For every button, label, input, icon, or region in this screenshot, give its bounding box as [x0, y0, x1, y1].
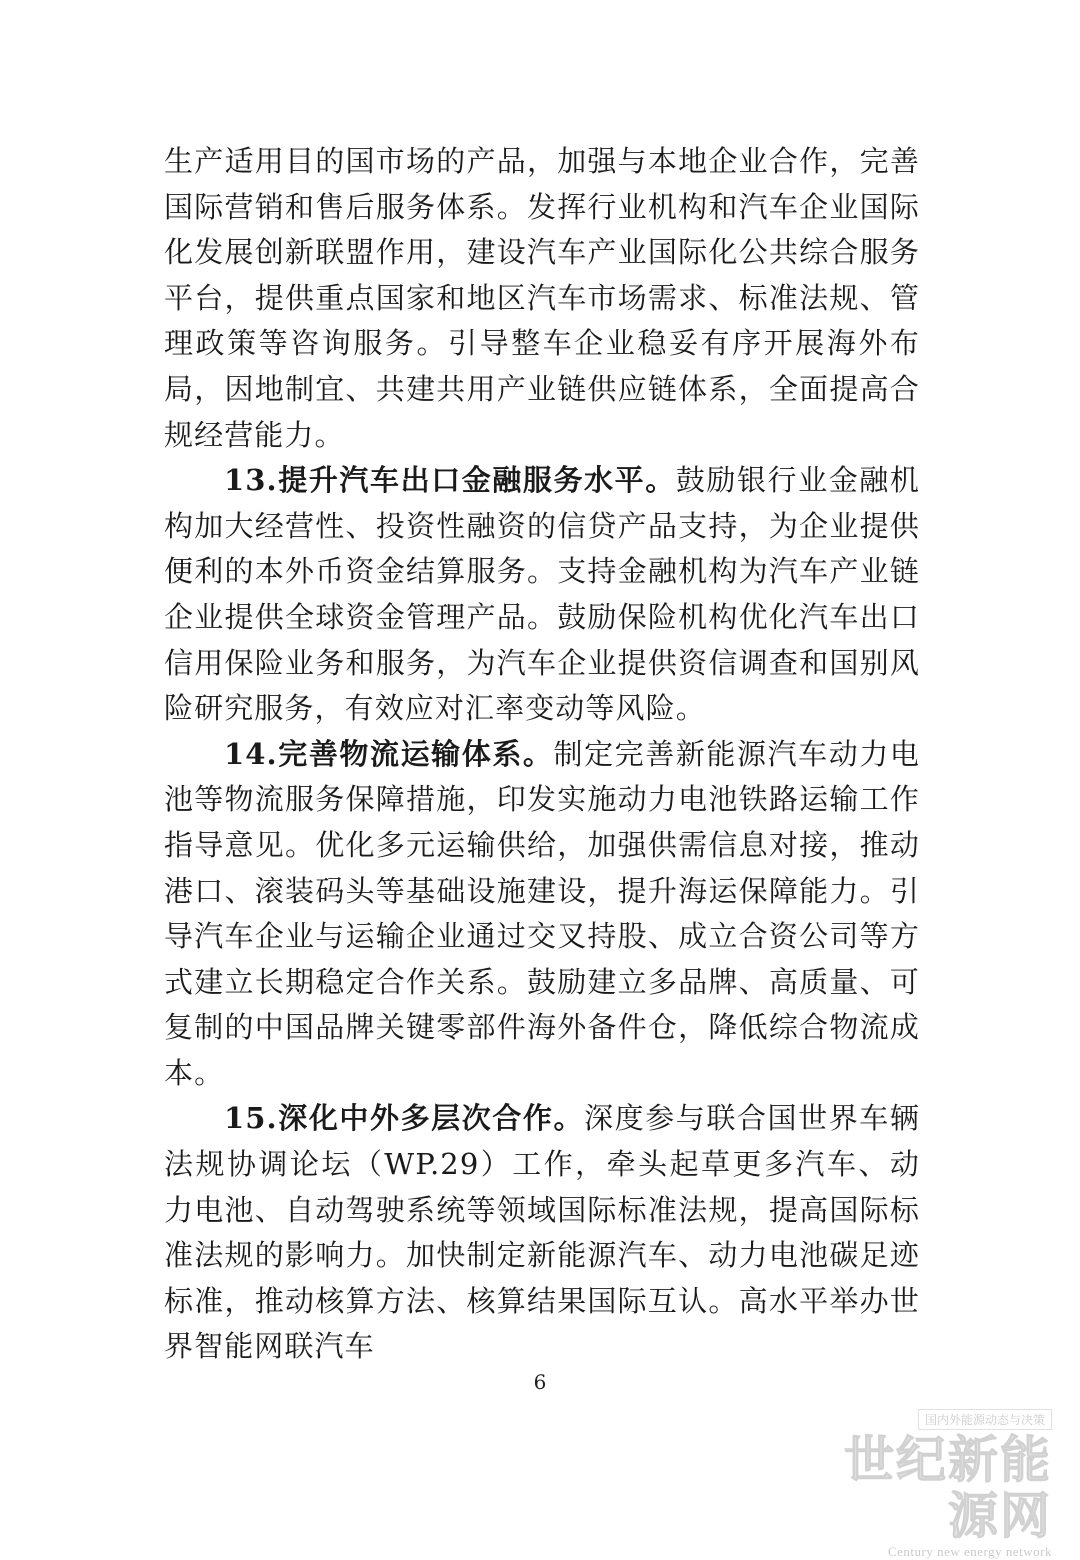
paragraph-text: 生产适用目的国市场的产品，加强与本地企业合作，完善国际营销和售后服务体系。发挥行业机构和汽车企业国际化发展创新联盟作用，建设汽车产业国际化公共综合服务平台，提供重点国家和地区汽车市场需求、标准法规、管理政策等咨询服务。引导整车企业稳妥有序开展海外布局，因地制宜、共建共用产业链供应链体系，全面提高合规经营能力。 — [164, 144, 920, 452]
watermark-logo — [812, 1409, 1052, 1559]
paragraph-heading: 14.完善物流运输体系。 — [224, 736, 554, 771]
watermark-title: 世纪新能源网 — [844, 1430, 1052, 1545]
paragraph-heading: 13.提升汽车出口金融服务水平。 — [224, 463, 676, 498]
paragraph-text: 鼓励银行业金融机构加大经营性、投资性融资的信贷产品支持，为企业提供便利的本外币资金结算服务。支持金融机构为汽车产业链企业提供全球资金管理产品。鼓励保险机构优化汽车出口信用保险业务和服务，为汽车企业提供资信调查和国别风险研究服务，有效应对汇率变动等风险。 — [164, 463, 920, 726]
paragraph-13 — [164, 458, 920, 732]
paragraph-continuation — [164, 139, 920, 458]
paragraph-14 — [164, 732, 920, 1097]
paragraph-text: 制定完善新能源汽车动力电池等物流服务保障措施，印发实施动力电池铁路运输工作指导意见。优化多元运输供给，加强供需信息对接，推动港口、滚装码头等基础设施建设，提升海运保障能力。引导汽车企业与运输企业通过交叉持股、成立合资公司等方式建立长期稳定合作关系。鼓励建立多品牌、高质量、可复制的中国品牌关键零部件海外备件仓，降低综合物流成本。 — [164, 736, 920, 1090]
paragraph-heading: 15.深化中外多层次合作。 — [224, 1101, 585, 1136]
watermark-english: Century new energy network — [887, 1544, 1052, 1559]
page-number: 6 — [533, 1370, 547, 1394]
document-body — [164, 139, 920, 1370]
watermark-tagline: 国内外能源动态与决策 — [918, 1409, 1052, 1430]
paragraph-text: 深度参与联合国世界车辆法规协调论坛（WP.29）工作，牵头起草更多汽车、动力电池、自动驾驶系统等领域国际标准法规，提高国际标准法规的影响力。加快制定新能源汽车、动力电池碳足迹标准，推动核算方法、核算结果国际互认。高水平举办世界智能网联汽车 — [164, 1101, 920, 1364]
paragraph-15 — [164, 1096, 920, 1370]
